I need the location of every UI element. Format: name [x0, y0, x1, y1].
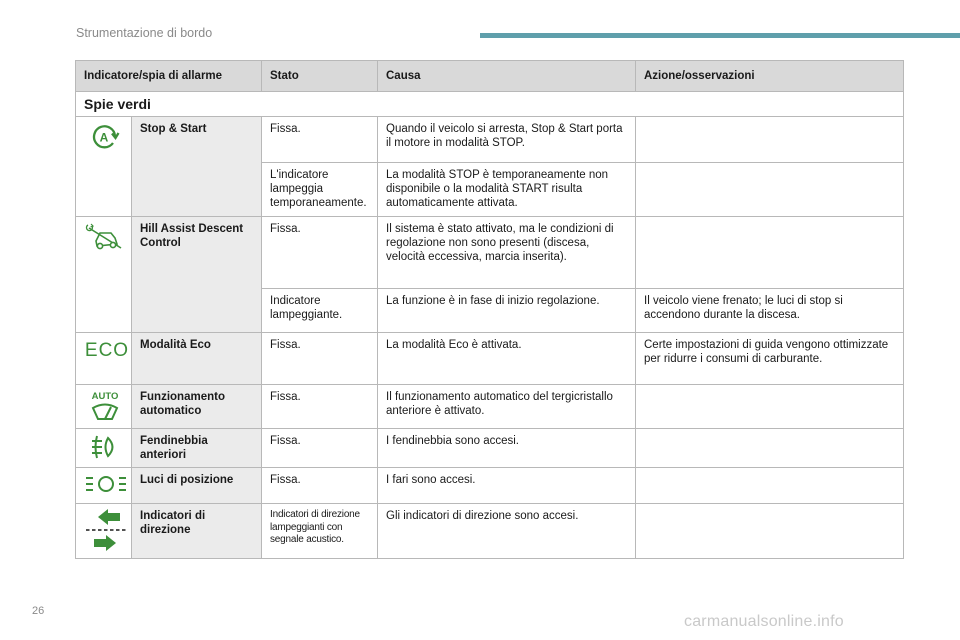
action-cell [636, 385, 904, 429]
watermark: carmanualsonline.info [684, 613, 844, 630]
table-row [76, 429, 904, 468]
action-cell [636, 504, 904, 559]
auto-wiper-icon-label: AUTO [91, 391, 118, 402]
section-title: Spie verdi [76, 92, 904, 117]
cause-cell: Il sistema è stato attivato, ma le condizioni di regolazione non sono presenti (discesa, velocità eccessiva, marcia inserita). [378, 217, 636, 289]
indicator-name: Modalità Eco [132, 333, 262, 385]
col-header-action: Azione/osservazioni [636, 61, 904, 92]
action-cell [636, 468, 904, 504]
stop-start-icon [76, 117, 132, 217]
indicator-name: Luci di posizione [132, 468, 262, 504]
state-cell: Fissa. [262, 385, 378, 429]
indicator-name: Funzionamento automatico [132, 385, 262, 429]
cause-cell: I fari sono accesi. [378, 468, 636, 504]
cause-cell: La modalità Eco è attivata. [378, 333, 636, 385]
state-cell: Indicatore lampeggiante. [262, 289, 378, 333]
state-cell: Fissa. [262, 217, 378, 289]
action-cell: Il veicolo viene frenato; le luci di stop si accendono durante la discesa. [636, 289, 904, 333]
table-row [76, 217, 904, 289]
indicator-name: Stop & Start [132, 117, 262, 217]
state-cell: L'indicatore lampeggia temporaneamente. [262, 163, 378, 217]
cause-cell: La modalità STOP è temporaneamente non disponibile o la modalità START risulta automaticamente attivata. [378, 163, 636, 217]
action-cell: Certe impostazioni di guida vengono ottimizzate per ridurre i consumi di carburante. [636, 333, 904, 385]
table-row [76, 333, 904, 385]
position-lights-icon [76, 468, 132, 504]
table-row [76, 117, 904, 163]
indicator-name: Hill Assist Descent Control [132, 217, 262, 333]
cause-cell: Gli indicatori di direzione sono accesi. [378, 504, 636, 559]
page-header-title: Strumentazione di bordo [76, 26, 213, 40]
auto-wiper-icon [76, 385, 132, 429]
hill-descent-icon [76, 217, 132, 333]
svg-text:A: A [99, 130, 108, 145]
front-fog-icon [76, 429, 132, 468]
turn-signals-icon [76, 504, 132, 559]
col-header-indicator: Indicatore/spia di allarme [76, 61, 262, 92]
col-header-state: Stato [262, 61, 378, 92]
header-accent-bar [480, 33, 960, 38]
eco-icon [76, 333, 132, 385]
cause-cell: I fendinebbia sono accesi. [378, 429, 636, 468]
table-row [76, 385, 904, 429]
table-header-row [76, 61, 904, 92]
page-number: 26 [32, 605, 45, 617]
cause-cell: La funzione è in fase di inizio regolazione. [378, 289, 636, 333]
eco-icon-label: ECO [84, 340, 130, 360]
col-header-cause: Causa [378, 61, 636, 92]
cause-cell: Quando il veicolo si arresta, Stop & Start porta il motore in modalità STOP. [378, 117, 636, 163]
state-cell: Fissa. [262, 333, 378, 385]
action-cell [636, 117, 904, 163]
section-row [76, 92, 904, 117]
indicator-name: Indicatori di direzione [132, 504, 262, 559]
indicator-name: Fendinebbia anteriori [132, 429, 262, 468]
action-cell [636, 217, 904, 289]
state-cell: Fissa. [262, 468, 378, 504]
cause-cell: Il funzionamento automatico del tergicristallo anteriore è attivato. [378, 385, 636, 429]
action-cell [636, 163, 904, 217]
action-cell [636, 429, 904, 468]
table-row [76, 468, 904, 504]
warning-lights-table [75, 60, 904, 559]
table-row [76, 504, 904, 559]
state-cell: Fissa. [262, 429, 378, 468]
state-cell: Fissa. [262, 117, 378, 163]
state-cell: Indicatori di direzione lampeggianti con segnale acustico. [262, 504, 378, 559]
